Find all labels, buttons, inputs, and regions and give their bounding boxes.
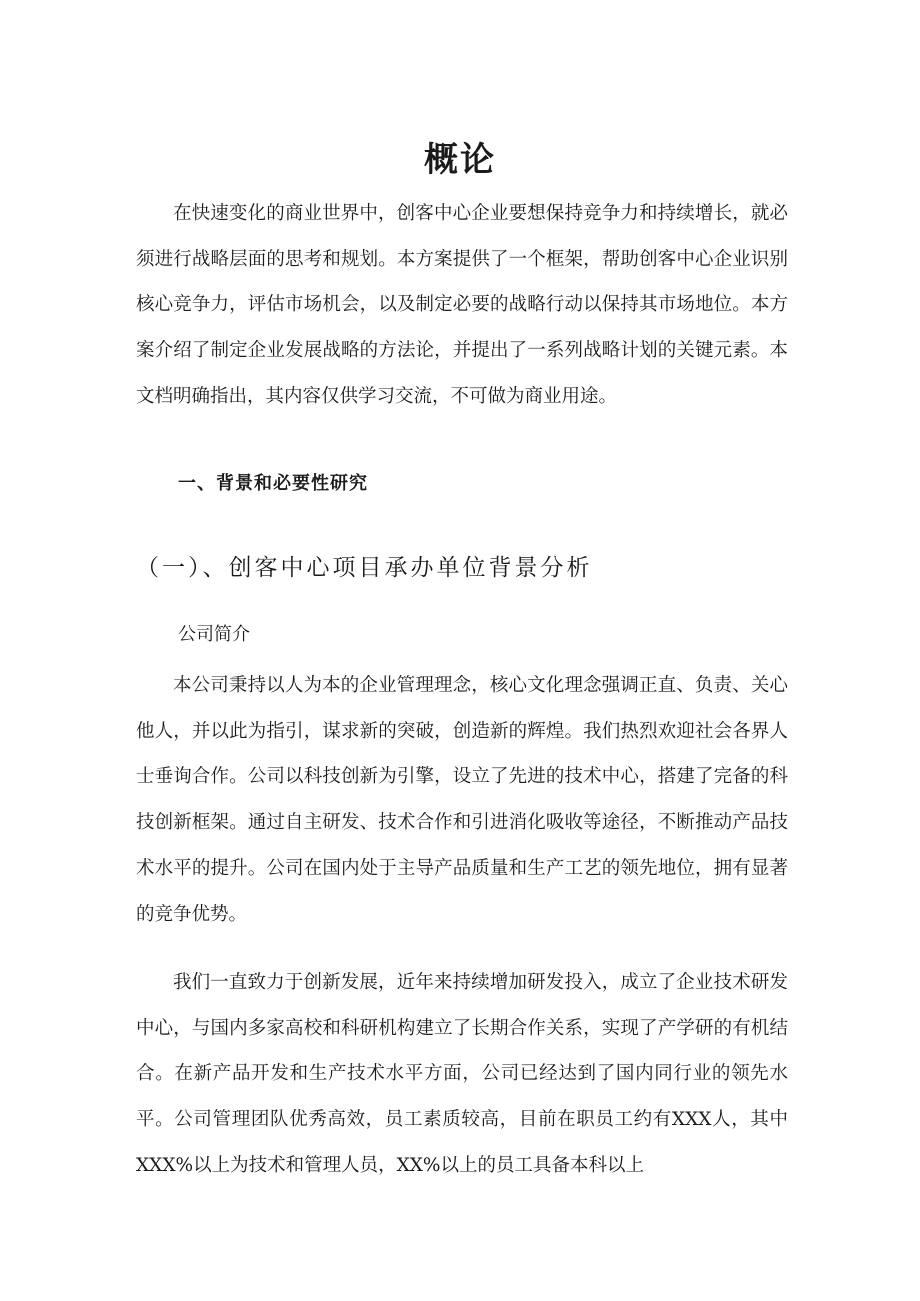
intro-paragraph: 在快速变化的商业世界中，创客中心企业要想保持竞争力和持续增长，就必须进行战略层面的思考和规划。本方案提供了一个框架，帮助创客中心企业识别核心竞争力，评估市场机会，以及制定必要的战略行动以保持其市场地位。本方案介绍了制定企业发展战略的方法论，并提出了一系列战略计划的关键元素。本文档明确指出，其内容仅供学习交流，不可做为商业用途。 bbox=[136, 203, 788, 407]
development-paragraph: 我们一直致力于创新发展，近年来持续增加研发投入，成立了企业技术研发中心，与国内多家高校和科研机构建立了长期合作关系，实现了产学研的有机结合。在新产品开发和生产技术水平方面，公司已经达到了国内同行业的领先水平。公司管理团队优秀高效，员工素质较高，目前在职员工约有XXX人，其中XXX%以上为技术和管理人员，XX%以上的员工具备本科以上 bbox=[136, 972, 788, 1176]
company-paragraph: 本公司秉持以人为本的企业管理理念，核心文化理念强调正直、负责、关心他人，并以此为指引，谋求新的突破，创造新的辉煌。我们热烈欢迎社会各界人士垂询合作。公司以科技创新为引擎，设立了先进的技术中心，搭建了完备的科技创新框架。通过自主研发、技术合作和引进消化吸收等途径，不断推动产品技术水平的提升。公司在国内处于主导产品质量和生产工艺的领先地位，拥有显著的竞争优势。 bbox=[136, 675, 788, 925]
document-title: 概论 bbox=[424, 139, 496, 180]
section-heading: 一、背景和必要性研究 bbox=[178, 473, 368, 494]
subsection-heading: （一）、创客中心项目承办单位背景分析 bbox=[136, 555, 593, 581]
company-intro-label: 公司简介 bbox=[178, 624, 250, 645]
